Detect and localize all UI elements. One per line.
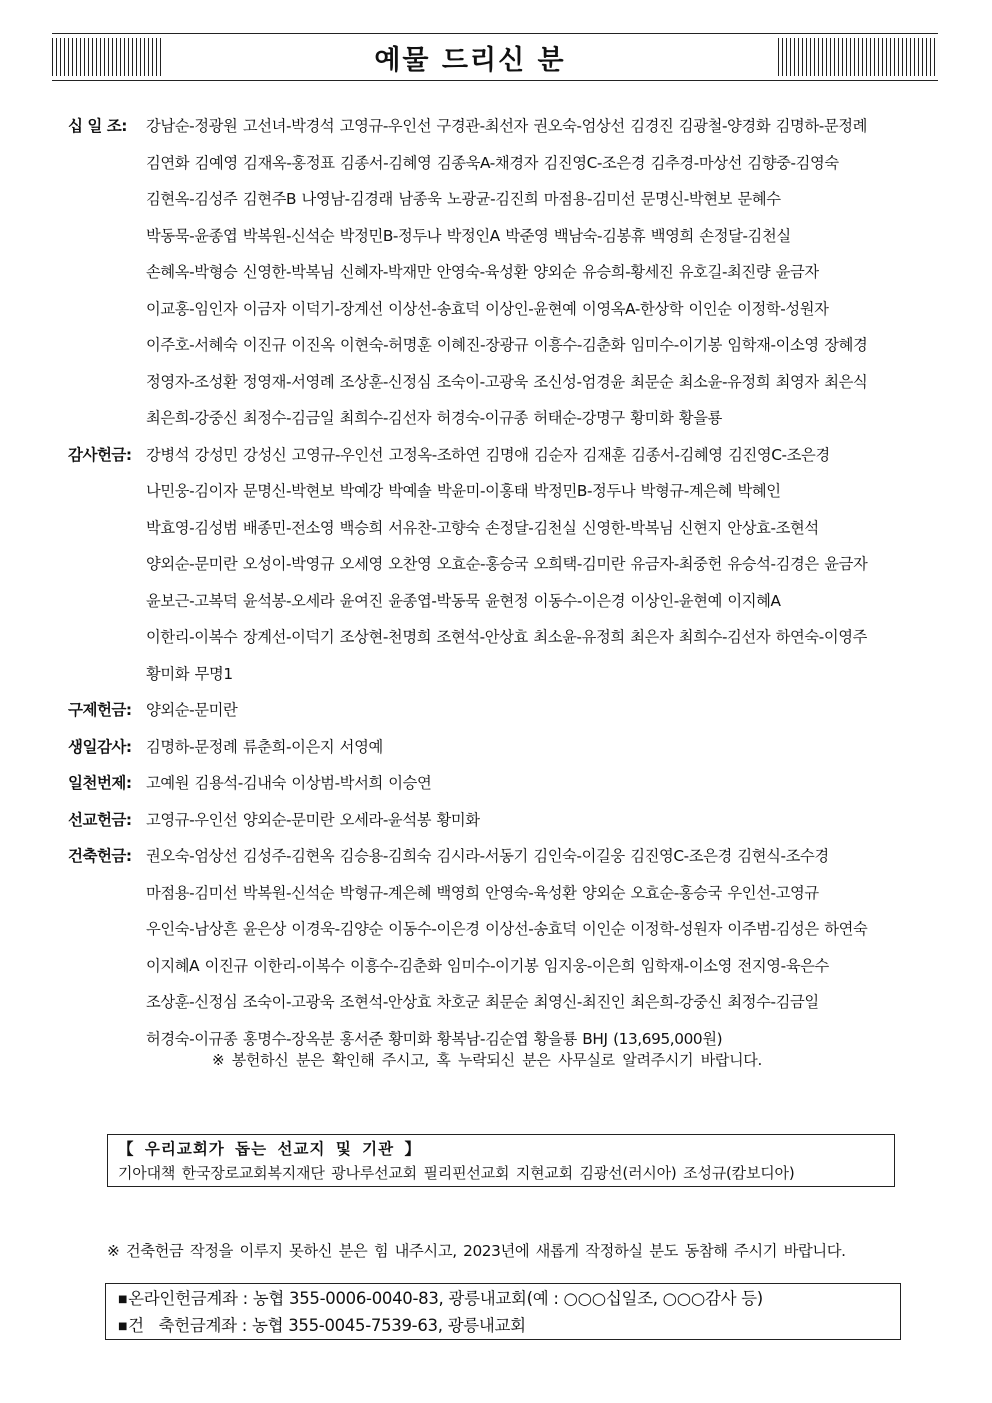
name-line: 최은희-강중신 최정수-김금일 최희수-김선자 허경숙-이규종 허태순-강명구 황미화 황을룡 <box>146 409 722 427</box>
account-box <box>105 1283 901 1340</box>
name-line: 권오숙-엄상선 김성주-김현옥 김승용-김희숙 김시라-서동기 김인숙-이길웅 김진영C-조은경 김현식-조수경 <box>146 847 829 865</box>
section-names <box>146 765 946 802</box>
check-notice: ※ 봉헌하신 분은 확인해 주시고, 혹 누락되신 분은 사무실로 알려주시기 바랍니다. <box>212 1051 762 1069</box>
online-account-text: 온라인헌금계좌 : 농협 355-0006-0040-83, 광릉내교회(예 : ○○○십일조, ○○○감사 등) <box>128 1289 763 1308</box>
section-label: 선교헌금: <box>68 810 132 829</box>
name-line: 김명하-문정례 류춘희-이은지 서영예 <box>146 737 383 756</box>
name-line: 고예원 김용석-김내숙 이상범-박서희 이승연 <box>146 774 432 792</box>
name-line: 강남순-정광원 고선녀-박경석 고영규-우인선 구경관-최선자 권오숙-엄상선 김경진 김광철-양경화 김명하-문정례 <box>146 117 868 135</box>
section-names <box>146 108 946 437</box>
name-line: 이주호-서혜숙 이진규 이진옥 이현숙-허명훈 이혜진-장광규 이흥수-김춘화 임미수-이기봉 임학재-이소영 장혜경 <box>146 336 868 354</box>
name-line: 황미화 무명1 <box>146 664 233 683</box>
name-line: 김현옥-김성주 김현주B 나영남-김경래 남종욱 노광균-김진희 마점용-김미선 문명신-박현보 문혜수 <box>146 190 781 208</box>
building-notice: ※ 건축헌금 작정을 이루지 못하신 분은 힘 내주시고, 2023년에 새롭게 작정하실 분도 동참해 주시기 바랍니다. <box>107 1242 846 1260</box>
name-line: 손혜옥-박형승 신영한-박복님 신혜자-박재만 안영숙-육성환 양외순 유승희-황세진 유호길-최진량 윤금자 <box>146 263 819 281</box>
section-names <box>146 802 946 839</box>
section-names <box>146 692 946 729</box>
name-line: 강병석 강성민 강성신 고영규-우인선 고정옥-조하연 김명애 김순자 김재훈 김종서-김혜영 김진영C-조은경 <box>146 445 830 464</box>
name-line: 조상훈-신정심 조숙이-고광욱 조현석-안상효 차호군 최문순 최영신-최진인 최은희-강중신 최정수-김금일 <box>146 993 819 1011</box>
offering-section <box>68 802 948 839</box>
offering-section <box>68 838 948 1057</box>
name-line: 양외순-문미란 오성이-박영규 오세영 오찬영 오효순-홍승국 오희택-김미란 유금자-최중헌 유승석-김경은 윤금자 <box>146 555 868 573</box>
section-names <box>146 729 946 766</box>
name-line: 마점용-김미선 박복원-신석순 박형규-계은혜 백영희 안영숙-육성환 양외순 오효순-홍승국 우인선-고영규 <box>146 883 819 902</box>
section-label: 구제헌금: <box>68 701 132 719</box>
offering-section <box>68 692 948 729</box>
name-line: 고영규-우인선 양외순-문미란 오세라-윤석봉 황미화 <box>146 810 480 829</box>
offering-section <box>68 437 948 693</box>
mission-box <box>107 1134 895 1187</box>
page-title: 예물 드리신 분 <box>374 44 566 76</box>
mission-title: 【 우리교회가 돕는 선교지 및 기관 】 <box>118 1140 422 1158</box>
section-label: 십 일 조: <box>68 117 127 135</box>
name-line: 우인숙-남상흔 윤은상 이경욱-김양순 이동수-이은경 이상선-송효덕 이인순 이정학-성원자 이주범-김성은 하연숙 <box>146 920 868 938</box>
section-label: 일천번제: <box>68 774 132 792</box>
name-line: 정영자-조성환 정영재-서영례 조상훈-신정심 조숙이-고광욱 조신성-엄경윤 최문순 최소윤-유정희 최영자 최은식 <box>146 372 868 391</box>
decorative-stripes-left <box>52 38 162 76</box>
name-line: 허경숙-이규종 홍명수-장옥분 홍서준 황미화 황복남-김순엽 황을룡 BHJ (13,695,000원) <box>146 1029 723 1048</box>
online-account-line <box>118 1286 900 1313</box>
section-names <box>146 838 946 1057</box>
building-account-line <box>118 1313 900 1340</box>
name-line: 양외순-문미란 <box>146 701 238 719</box>
building-account-text: 건 축헌금계좌 : 농협 355-0045-7539-63, 광릉내교회 <box>128 1316 526 1335</box>
decorative-stripes-right <box>778 38 938 76</box>
mission-list: 기아대책 한국장로교회복지재단 광나루선교회 필리핀선교회 지현교회 김광선(러시아) 조성규(캄보디아) <box>118 1164 795 1182</box>
name-line: 이지혜A 이진규 이한리-이복수 이흥수-김춘화 임미수-이기봉 임지웅-이은희 임학재-이소영 전지영-육은수 <box>146 956 829 975</box>
name-line: 이한리-이복수 장계선-이덕기 조상현-천명희 조현석-안상효 최소윤-유정희 최은자 최희수-김선자 하연숙-이영주 <box>146 628 868 646</box>
square-bullet-icon: ■ <box>118 1294 128 1305</box>
square-bullet-icon: ■ <box>118 1321 128 1332</box>
section-label: 생일감사: <box>68 737 132 756</box>
offering-section <box>68 108 948 437</box>
name-line: 박효영-김성범 배종민-전소영 백승희 서유찬-고향숙 손정달-김천실 신영한-박복님 신현지 안상효-조현석 <box>146 518 819 537</box>
title-bar <box>52 33 938 81</box>
name-line: 이교홍-임인자 이금자 이덕기-장계선 이상선-송효덕 이상인-윤현예 이영옥A-한상학 이인순 이정학-성원자 <box>146 299 829 318</box>
section-label: 감사헌금: <box>68 445 132 464</box>
name-line: 윤보근-고복덕 윤석봉-오세라 윤여진 윤종엽-박동묵 윤현정 이동수-이은경 이상인-윤현예 이지혜A <box>146 591 781 610</box>
section-label: 건축헌금: <box>68 847 132 865</box>
name-line: 나민웅-김이자 문명신-박현보 박예강 박예솔 박윤미-이홍태 박정민B-정두나 박형규-계은혜 박혜인 <box>146 482 781 500</box>
section-names <box>146 437 946 693</box>
name-line: 김연화 김예영 김재옥-홍정표 김종서-김혜영 김종욱A-채경자 김진영C-조은경 김추경-마상선 김향중-김영숙 <box>146 153 839 172</box>
offering-section <box>68 729 948 766</box>
offering-section <box>68 765 948 802</box>
offering-list <box>68 108 948 1057</box>
name-line: 박동묵-윤종엽 박복원-신석순 박정민B-정두나 박정인A 박준영 백남숙-김봉휴 백영희 손정달-김천실 <box>146 226 791 245</box>
